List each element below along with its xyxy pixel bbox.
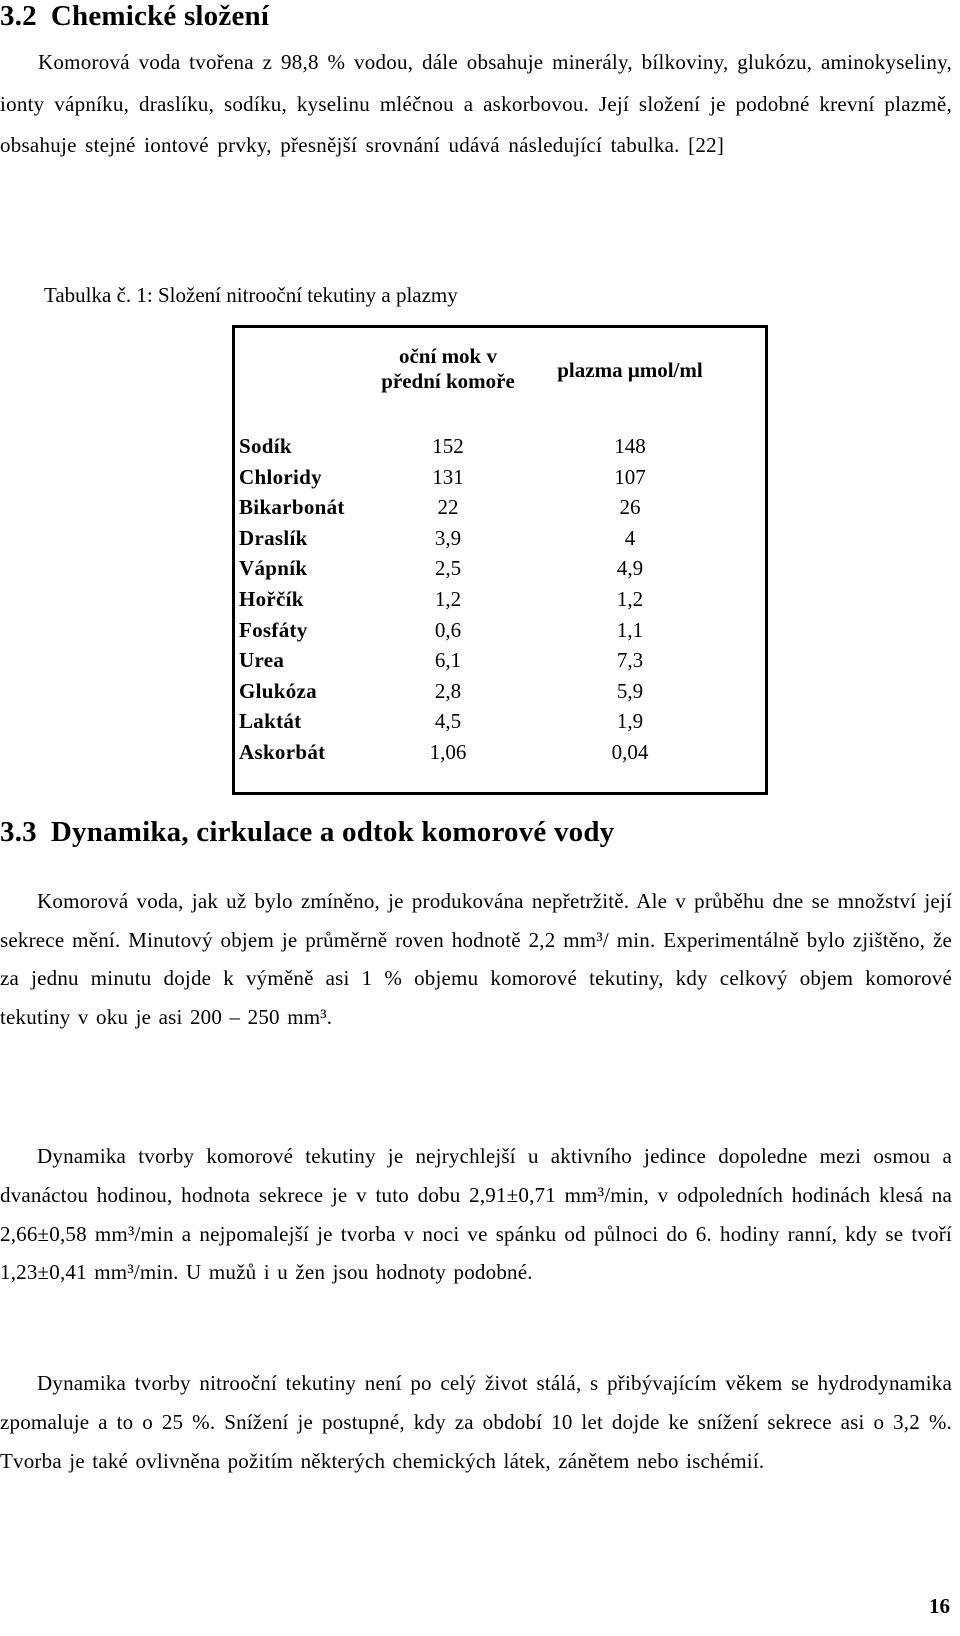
row-label: Sodík <box>239 434 292 458</box>
plasma-value: 148 <box>614 434 646 458</box>
plasma-value: 5,9 <box>616 678 644 703</box>
table-header-plasma: plazma μmol/ml <box>557 358 703 382</box>
table-row <box>235 645 765 676</box>
aqueous-value: 3,9 <box>434 525 462 550</box>
row-label: Bikarbonát <box>239 495 345 520</box>
row-label: Hořčík <box>239 587 304 611</box>
table-row <box>235 553 765 584</box>
plasma-value: 4,9 <box>616 556 644 581</box>
table-row <box>235 523 765 554</box>
page-number: 16 <box>929 1594 950 1618</box>
table-row <box>235 492 765 523</box>
aqueous-value: 1,2 <box>434 587 462 611</box>
aqueous-value: 1,06 <box>429 740 467 764</box>
table-row <box>235 737 765 768</box>
aqueous-value: 2,5 <box>434 556 462 581</box>
section-title: Dynamika, cirkulace a odtok komorové vody <box>50 816 615 848</box>
aqueous-value: 6,1 <box>434 648 462 673</box>
row-label: Urea <box>239 648 285 673</box>
aqueous-value: 4,5 <box>434 709 462 734</box>
plasma-value: 0,04 <box>611 740 649 764</box>
section-heading-3-3 <box>0 816 614 848</box>
paragraph-daily-dynamics: Dynamika tvorby komorové tekutiny je nejrychlejší u aktivního jedince dopoledne mezi osmou a dvanáctou hodinou, hodnota sekrece je v tuto dobu 2,91±0,71 mm³/min, v odpoledních hodinách klesá na 2,66±0,58 mm³/min a nejpomalejší je tvorba v noci ve spánku od půlnoci do 6. hodiny ranní, kdy se tvoří 1,23±0,41 mm³/min. U mužů i u žen jsou hodnoty podobné. <box>0 1144 952 1285</box>
table-caption: Tabulka č. 1: Složení nitrooční tekutiny a plazmy <box>44 283 458 307</box>
table-row <box>235 462 765 493</box>
table-row <box>235 431 765 462</box>
plasma-value: 1,1 <box>616 617 644 642</box>
plasma-value: 1,2 <box>616 587 644 611</box>
composition-table <box>232 325 768 795</box>
plasma-value: 4 <box>624 525 636 550</box>
row-label: Draslík <box>239 525 308 550</box>
section-number: 3.3 <box>0 816 37 848</box>
aqueous-value: 2,8 <box>434 678 462 703</box>
paragraph-production: Komorová voda, jak už bylo zmíněno, je produkována nepřetržitě. Ale v průběhu dne se množství její sekrece mění. Minutový objem je průměrně roven hodnotě 2,2 mm³/ min. Experimentálně bylo zjištěno, že za jednu minutu dojde k výměně asi 1 % objemu komorové tekutiny, kdy celkový objem komorové tekutiny v oku je asi 200 – 250 mm³. <box>0 889 952 1029</box>
aqueous-value: 131 <box>432 464 464 489</box>
row-label: Fosfáty <box>239 617 308 642</box>
aqueous-value: 152 <box>432 434 464 458</box>
table-row <box>235 676 765 707</box>
section-title: Chemické složení <box>50 0 270 32</box>
section-number: 3.2 <box>0 0 37 32</box>
aqueous-value: 22 <box>437 495 459 520</box>
section-heading-3-2 <box>0 0 269 32</box>
table-row <box>235 584 765 615</box>
plasma-value: 26 <box>619 495 641 520</box>
plasma-value: 7,3 <box>616 648 644 673</box>
paragraph-composition: Komorová voda tvořena z 98,8 % vodou, dále obsahuje minerály, bílkoviny, glukózu, aminokyseliny, ionty vápníku, draslíku, sodíku, kyselinu mléčnou a askorbovou. Její složení je podobné krevní plazmě, obsahuje stejné iontové prvky, přesnější srovnání udává následující tabulka. [22] <box>0 50 952 157</box>
plasma-value: 107 <box>614 464 646 489</box>
row-label: Chloridy <box>239 464 322 489</box>
row-label: Askorbát <box>239 740 326 764</box>
row-label: Laktát <box>239 709 302 734</box>
plasma-value: 1,9 <box>616 709 644 734</box>
paragraph-age-dynamics: Dynamika tvorby nitrooční tekutiny není po celý život stálá, s přibývajícím věkem se hydrodynamika zpomaluje a to o 25 %. Snížení je postupné, kdy za období 10 let dojde ke snížení sekrece asi o 3,2 %. Tvorba je také ovlivněna požitím některých chemických látek, zánětem nebo ischémií. <box>0 1371 952 1473</box>
table-row <box>235 615 765 646</box>
table-row <box>235 706 765 737</box>
row-label: Vápník <box>239 556 308 581</box>
aqueous-value: 0,6 <box>434 617 462 642</box>
row-label: Glukóza <box>239 678 317 703</box>
table-header-aqueous: oční mok v přední komoře <box>381 344 515 393</box>
